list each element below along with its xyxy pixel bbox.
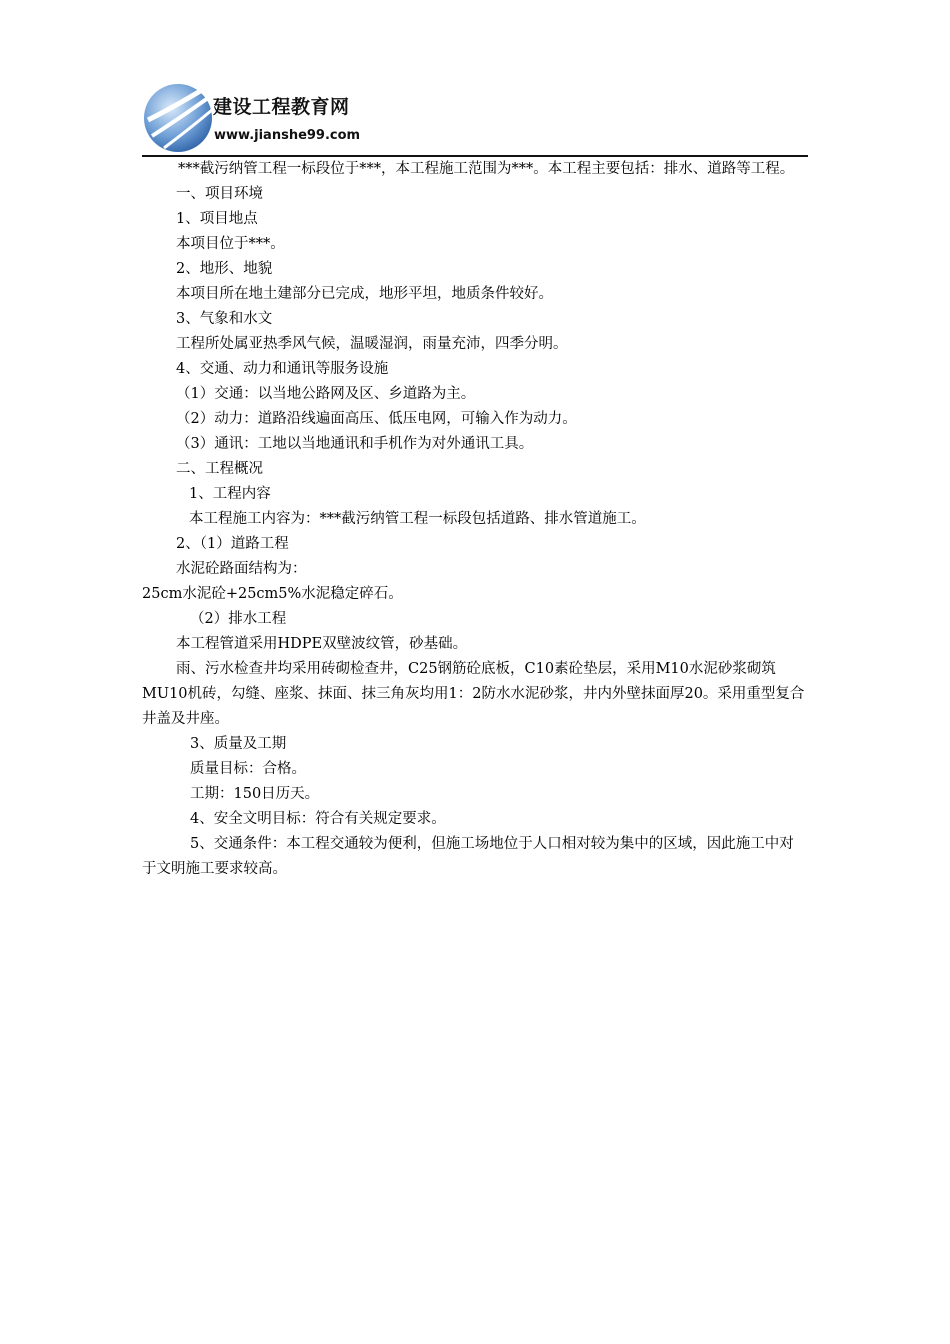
subsection-heading: 4、交通、动力和通讯等服务设施 [176, 361, 389, 377]
subsection-heading: 1、工程内容 [189, 486, 271, 502]
body-text: 工程所处属亚热季风气候，温暖湿润，雨量充沛，四季分明。 [176, 336, 568, 352]
subsection-heading: （2）排水工程 [190, 611, 287, 627]
body-text: 本工程施工内容为：***截污纳管工程一标段包括道路、排水管道施工。 [189, 511, 646, 527]
body-text: 5、交通条件：本工程交通较为便利，但施工场地位于人口相对较为集中的区域，因此施工中对于文明施工要求较高。 [142, 836, 794, 877]
globe-logo-icon [142, 80, 222, 156]
body-text: 本工程管道采用HDPE双壁波纹管，砂基础。 [176, 636, 468, 652]
section-heading: 二、工程概况 [176, 461, 263, 477]
body-text: 水泥砼路面结构为： [176, 561, 307, 577]
list-item: （3）通讯：工地以当地通讯和手机作为对外通讯工具。 [176, 436, 534, 452]
body-text: 工期：150日历天。 [190, 786, 320, 802]
list-item: （2）动力：道路沿线遍面高压、低压电网，可输入作为动力。 [176, 411, 577, 427]
subsection-heading: 2、（1）道路工程 [176, 536, 289, 552]
body-text: 质量目标：合格。 [190, 761, 306, 777]
body-text: 本项目位于***。 [176, 236, 285, 252]
subsection-heading: 4、安全文明目标：符合有关规定要求。 [190, 811, 446, 827]
body-text: 雨、污水检查井均采用砖砌检查井，C25钢筋砼底板，C10素砼垫层，采用M10水泥砂浆砌筑MU10机砖，勾缝、座浆、抹面、抹三角灰均用1：2防水水泥砂浆，井内外壁抹面厚20。采用重型复合井盖及井座。 [142, 661, 805, 727]
subsection-heading: 2、地形、地貌 [176, 261, 273, 277]
section-heading: 一、项目环境 [176, 186, 263, 202]
list-item: （1）交通：以当地公路网及区、乡道路为主。 [176, 386, 476, 402]
subsection-heading: 1、项目地点 [176, 211, 258, 227]
intro-paragraph: ***截污纳管工程一标段位于***，本工程施工范围为***。本工程主要包括：排水、道路等工程。 [178, 161, 795, 177]
body-text: 25cm水泥砼+25cm5%水泥稳定碎石。 [142, 586, 403, 602]
brand-url: www.jianshe99.com [214, 128, 361, 143]
brand-title: 建设工程教育网 [213, 96, 350, 118]
subsection-heading: 3、质量及工期 [190, 736, 287, 752]
subsection-heading: 3、气象和水文 [176, 311, 273, 327]
document-body [142, 157, 808, 882]
page-header [142, 80, 808, 158]
body-text: 本项目所在地土建部分已完成，地形平坦，地质条件较好。 [176, 286, 553, 302]
